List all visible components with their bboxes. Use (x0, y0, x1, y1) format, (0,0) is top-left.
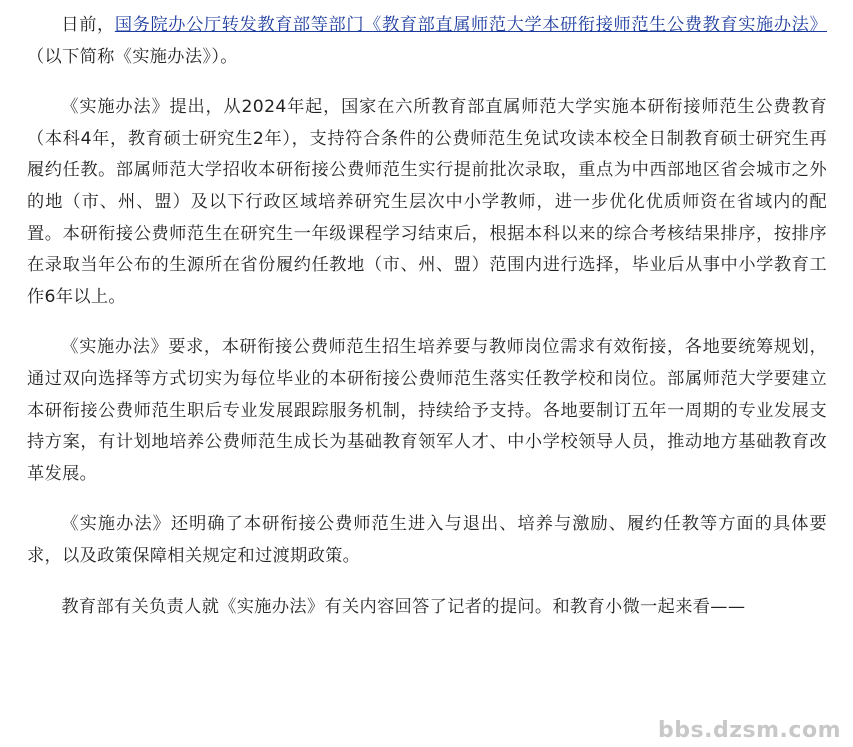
intro-paragraph (27, 10, 827, 73)
intro-prefix: 日前， (61, 15, 115, 35)
policy-document-link[interactable]: 国务院办公厅转发教育部等部门《教育部直属师范大学本研衔接师范生公费教育实施办法》 (114, 15, 827, 35)
interview-intro-paragraph: 教育部有关负责人就《实施办法》有关内容回答了记者的提问。和教育小微一起来看—— (61, 596, 746, 617)
policy-summary-paragraph: 《实施办法》提出，从2024年起，国家在六所教育部直属师范大学实施本研衔接师范生公费教育（本科4年，教育硕士研究生2年），支持符合条件的公费师范生免试攻读本校全日制教育硕士研究生再履约任教。部属师范大学招收本研衔接公费师范生实行提前批次录取，重点为中西部地区省会城市之外的地（市、州、盟）及以下行政区域培养研究生层次中小学教师，进一步优化优质师资在省域内的配置。本研衔接公费师范生在研究生一年级课程学习结束后，根据本科以来的综合考核结果排序，按排序在录取当年公布的生源所在省份履约任教地（市、州、盟）范围内进行选择，毕业后从事中小学教育工作6年以上。 (27, 97, 827, 307)
policy-requirements-paragraph: 《实施办法》要求，本研衔接公费师范生招生培养要与教师岗位需求有效衔接，各地要统筹规划，通过双向选择等方式切实为每位毕业的本研衔接公费师范生落实任教学校和岗位。部属师范大学要建立本研衔接公费师范生职后专业发展跟踪服务机制，持续给予支持。各地要制订五年一周期的专业发展支持方案，有计划地培养公费师范生成长为基础教育领军人才、中小学校领导人员，推动地方基础教育改革发展。 (27, 337, 827, 484)
policy-details-paragraph: 《实施办法》还明确了本研衔接公费师范生进入与退出、培养与激励、履约任教等方面的具体要求，以及政策保障相关规定和过渡期政策。 (27, 514, 827, 566)
intro-suffix: （以下简称《实施办法》）。 (27, 46, 238, 67)
site-watermark: bbs.dzsm.com (658, 718, 841, 743)
article-body (27, 10, 827, 623)
